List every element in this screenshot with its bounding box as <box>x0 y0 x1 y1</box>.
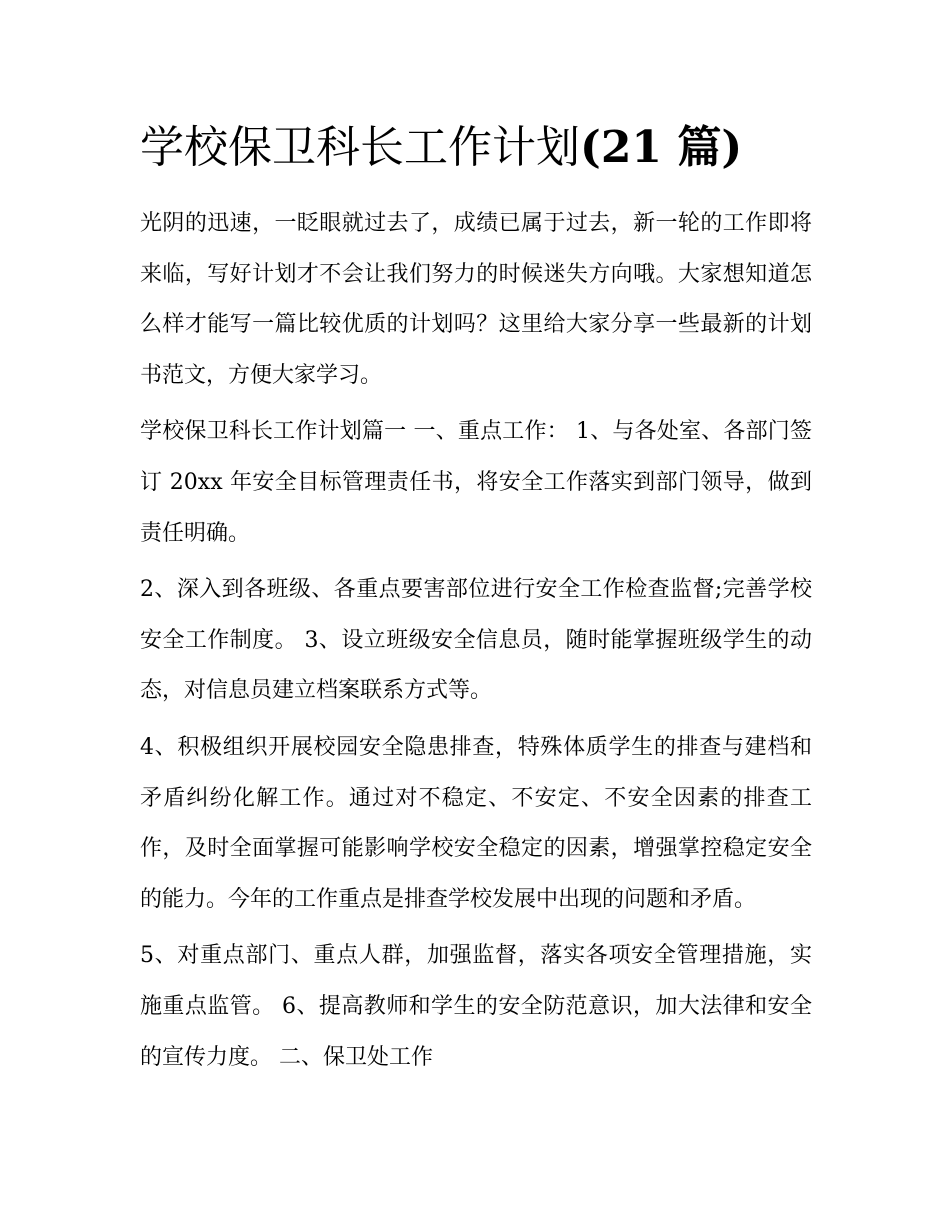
title-count: (21 篇) <box>580 122 743 173</box>
paragraph-items-2-3: 2、深入到各班级、各重点要害部位进行安全工作检查监督;完善学校安全工作制度。 3、设立班级安全信息员，随时能掌握班级学生的动态，对信息员建立档案联系方式等。 <box>140 577 812 704</box>
paragraph-intro: 光阴的迅速，一眨眼就过去了，成绩已属于过去，新一轮的工作即将来临，写好计划才不会让我们努力的时候迷失方向哦。大家想知道怎么样才能写一篇比较优质的计划吗？这里给大家分享一些最新的计划书范文，方便大家学习。 <box>140 211 812 388</box>
paragraph-item-4: 4、积极组织开展校园安全隐患排查，特殊体质学生的排查与建档和矛盾纠纷化解工作。通过对不稳定、不安定、不安全因素的排查工作，及时全面掌握可能影响学校安全稳定的因素，增强掌控稳定安全的能力。今年的工作重点是排查学校发展中出现的问题和矛盾。 <box>140 734 812 912</box>
document-body <box>140 199 812 1089</box>
paragraph-items-5-6: 5、对重点部门、重点人群，加强监督，落实各项安全管理措施，实施重点监管。 6、提高教师和学生的安全防范意识，加大法律和安全的宣传力度。 二、保卫处工作 <box>140 943 812 1070</box>
page-title <box>140 116 840 180</box>
title-main: 学校保卫科长工作计划 <box>140 122 580 173</box>
paragraph-plan-one: 学校保卫科长工作计划篇一 一、重点工作： 1、与各处室、各部门签订 20xx 年安全目标管理责任书，将安全工作落实到部门领导，做到责任明确。 <box>140 419 812 546</box>
